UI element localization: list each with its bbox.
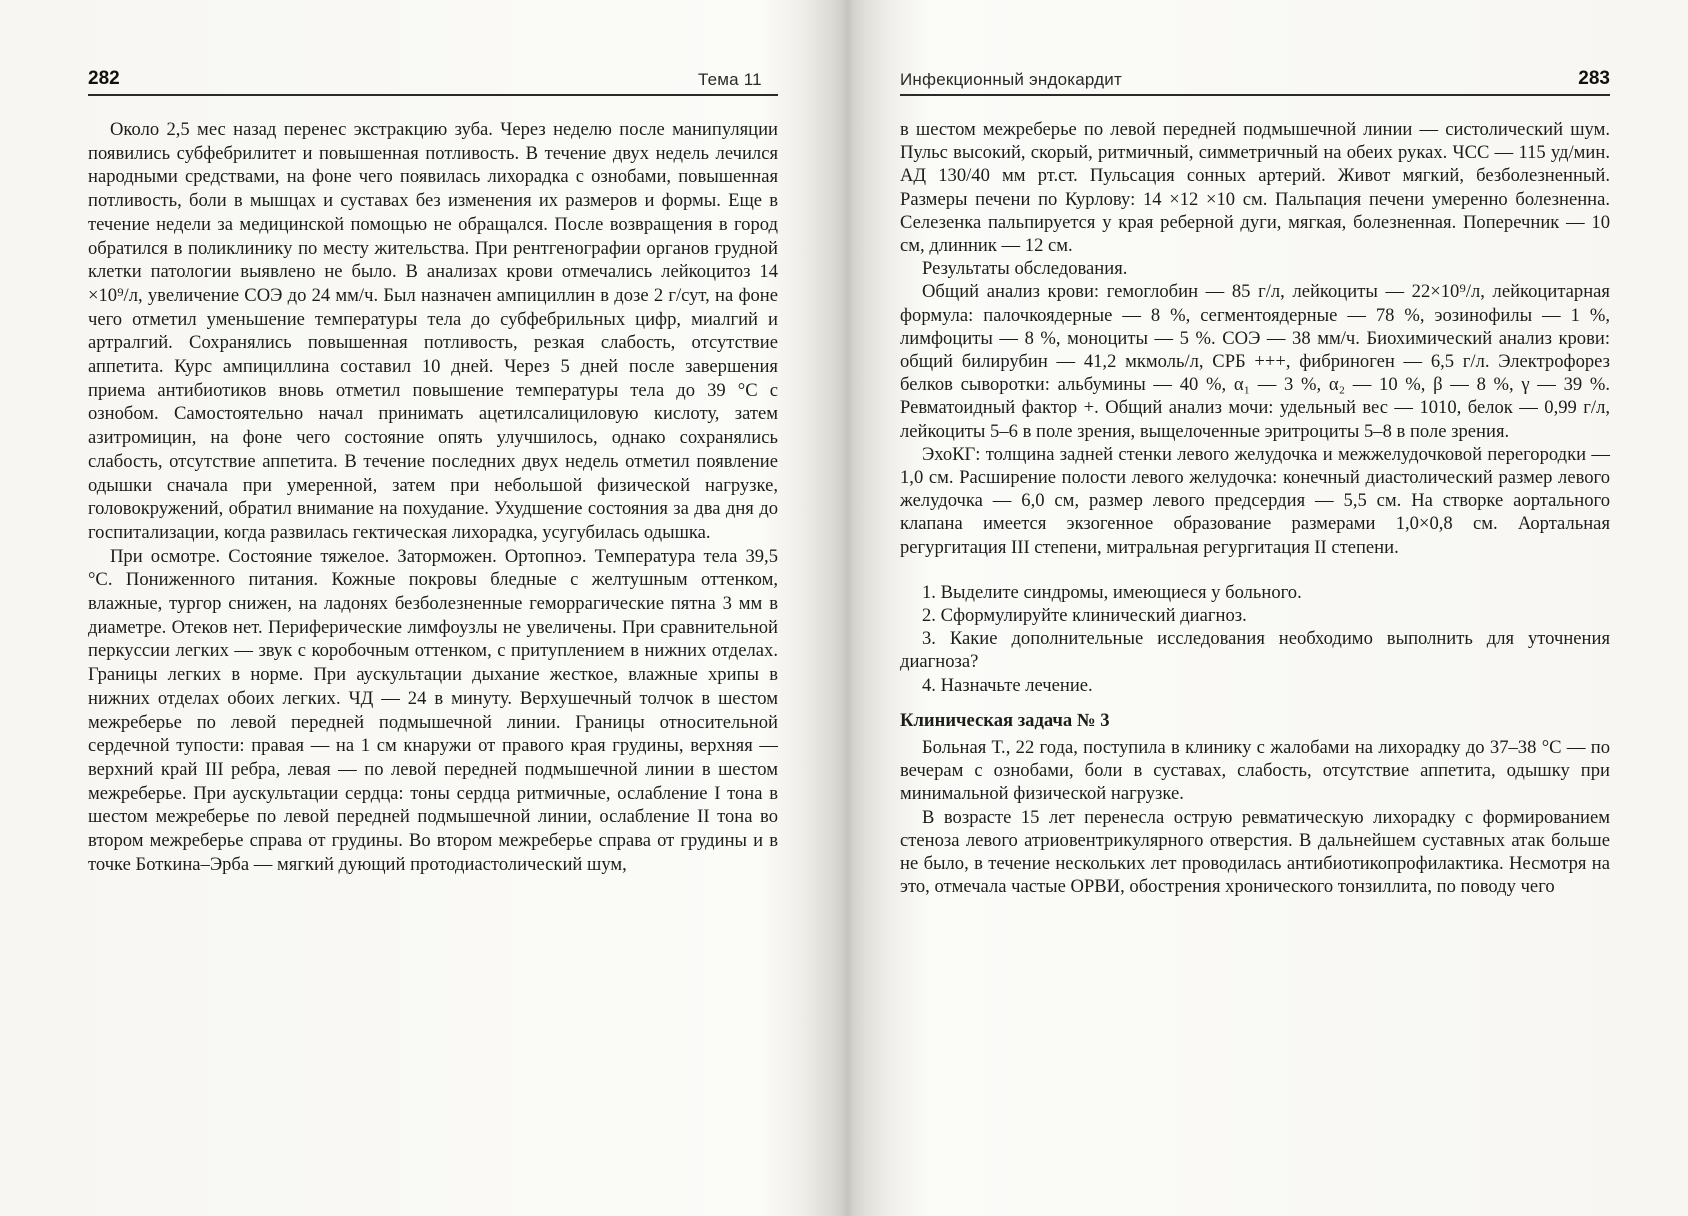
question-item: 1. Выделите синдромы, имеющиеся у больного. bbox=[922, 581, 1302, 603]
left-paragraph-history: Около 2,5 мес назад перенес экстракцию зуба. Через неделю после манипуляции появились субфебрилитет и повышенная потливость. В течение двух недель лечился народными средствами, на фоне чего появилась лихорадка с ознобами, повышенная потливость, боли в мышцах и суставах без изменения их размеров и формы. Еще в течение недели за медицинской помощью не обращался. После возвращения в город обратился в поликлинику по месту жительства. При рентгенографии органов грудной клетки патологии выявлено не было. В анализах крови отмечались лейкоцитоз 14 ×10⁹/л, увеличение СОЭ до 24 мм/ч. Был назначен ампициллин в дозе 2 г/сут, на фоне чего отметил уменьшение температуры тела до субфебрильных цифр, миалгий и артралгий. Сохранялись повышенная потливость, резкая слабость, отсутствие аппетита. Курс ампициллина составил 10 дней. Через 5 дней после завершения приема антибиотиков вновь отметил повышение температуры тела до 39 °С с ознобом. Самостоятельно начал принимать ацетилсалициловую кислоту, затем азитромицин, на фоне чего состояние опять улучшилось, однако сохранялись слабость, отсутствие аппетита. В течение последних двух недель отметил появление одышки сначала при умеренной, затем при небольшой физической нагрузке, головокружений, обратил внимание на похудание. Ухудшение состояния за два дня до госпитализации, когда развилась гектическая лихорадка, усугубилась одышка. bbox=[88, 119, 778, 543]
left-running-title: Тема 11 bbox=[698, 70, 762, 89]
right-running-head bbox=[900, 64, 1610, 96]
left-body-text bbox=[88, 118, 778, 877]
left-page bbox=[88, 0, 778, 1216]
section-gap bbox=[900, 559, 1610, 581]
right-running-title: Инфекционный эндокардит bbox=[900, 70, 1122, 89]
book-gutter bbox=[800, 0, 890, 1216]
task-paragraph: Больная Т., 22 года, поступила в клинику с жалобами на лихорадку до 37–38 °С — по вечерам с ознобами, боли в суставах, слабость, отсутствие аппетита, одышку при минимальной физической нагрузке. bbox=[900, 737, 1610, 805]
right-page bbox=[900, 0, 1610, 1216]
task-paragraph: В возрасте 15 лет перенесла острую ревматическую лихорадку с формированием стеноза левого атриовентрикулярного отверстия. В дальнейшем суставных атак больше не было, в течение нескольких лет проводилась антибиотикопрофилактика. Несмотря на это, отмечала частые ОРВИ, обострения хронического тонзиллита, по поводу чего bbox=[900, 806, 1610, 898]
question-item: 4. Назначьте лечение. bbox=[922, 674, 1093, 696]
question-item: 3. Какие дополнительные исследования необходимо выполнить для уточнения диагноза? bbox=[900, 628, 1610, 673]
blood-analysis-paragraph: Общий анализ крови: гемоглобин — 85 г/л, лейкоциты — 22×10⁹/л, лейкоцитарная формула: палочкоядерные — 8 %, сегментоядерные — 78 %, эозинофилы — 1 %, лимфоциты — 8 %, моноциты — 5 %. СОЭ — 38 мм/ч. Биохимический анализ крови: общий билирубин — 41,2 мкмоль/л, СРБ +++, фибриноген — 6,5 г/л. Электрофорез белков сыворотки: альбумины — 40 %, α₁ — 3 %, α₂ — 10 %, β — 8 %, γ — 39 %. Ревматоидный фактор +. Общий анализ мочи: удельный вес — 1010, белок — 0,99 г/л, лейкоциты 5–6 в поле зрения, выщелоченные эритроциты 5–8 в поле зрения. bbox=[900, 281, 1610, 442]
results-label: Результаты обследования. bbox=[922, 258, 1128, 280]
right-body-text bbox=[900, 118, 1610, 899]
task-heading: Клиническая задача № 3 bbox=[900, 709, 1110, 731]
left-running-head bbox=[88, 64, 778, 96]
question-item: 2. Сформулируйте клинический диагноз. bbox=[922, 605, 1247, 627]
right-page-number: 283 bbox=[1578, 68, 1610, 89]
left-page-number: 282 bbox=[88, 68, 120, 89]
echo-paragraph: ЭхоКГ: толщина задней стенки левого желудочка и межжелудочковой перегородки — 1,0 см. Расширение полости левого желудочка: конечный диастолический размер левого желудочка — 6,0 см, размер левого предсердия — 5,5 см. На створке аортального клапана имеется экзогенное образование размерами 1,0×0,8 см. Аортальная регургитация III степени, митральная регургитация II степени. bbox=[900, 443, 1610, 558]
left-paragraph-examination: При осмотре. Состояние тяжелое. Заторможен. Ортопноэ. Температура тела 39,5 °С. Пониженного питания. Кожные покровы бледные с желтушным оттенком, влажные, тургор снижен, на ладонях безболезненные геморрагические пятна 3 мм в диаметре. Отеков нет. Периферические лимфоузлы не увеличены. При сравнительной перкуссии легких — звук с коробочным оттенком, с притуплением в нижних отделах. Границы легких в норме. При аускультации дыхание жесткое, влажные хрипы в нижних отделах обоих легких. ЧД — 24 в минуту. Верхушечный толчок в шестом межреберье по левой передней подмышечной линии. Границы относительной сердечной тупости: правая — на 1 см кнаружи от правого края грудины, верхняя — верхний край III ребра, левая — по левой передней подмышечной линии в шестом межреберье. При аускультации сердца: тоны сердца ритмичные, ослабление I тона в шестом межреберье по левой передней подмышечной линии, ослабление II тона во втором межреберье справа от грудины. Во втором межреберье справа от грудины и в точке Боткина–Эрба — мягкий дующий протодиастолический шум, bbox=[88, 545, 778, 875]
right-paragraph-continuation: в шестом межреберье по левой передней подмышечной линии — систолический шум. Пульс высокий, скорый, ритмичный, симметричный на обеих руках. ЧСС — 115 уд/мин. АД 130/40 мм рт.ст. Пульсация сонных артерий. Живот мягкий, безболезненный. Размеры печени по Курлову: 14 ×12 ×10 см. Пальпация печени умеренно болезненна. Селезенка пальпируется у края реберной дуги, мягкая, болезненная. Поперечник — 10 см, длинник — 12 см. bbox=[900, 119, 1610, 257]
